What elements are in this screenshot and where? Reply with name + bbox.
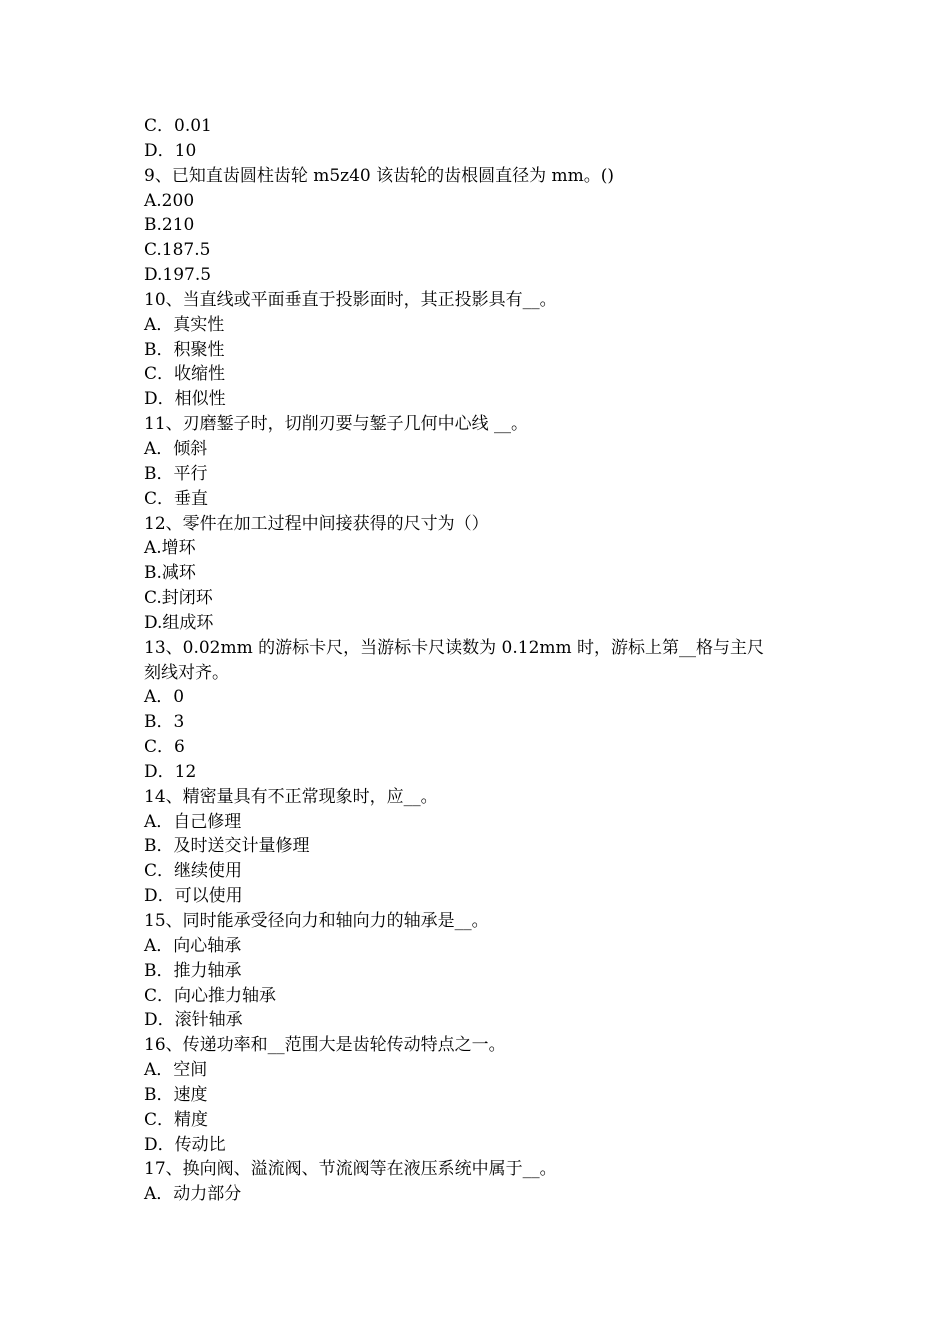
text-line: D．10 bbox=[144, 140, 197, 161]
text-line: A．空间 bbox=[144, 1060, 208, 1081]
text-line: C．6 bbox=[144, 737, 185, 758]
text-line: 13、0.02mm 的游标卡尺，当游标卡尺读数为 0.12mm 时，游标上第__格与主尺 bbox=[144, 637, 765, 658]
text-line: D．可以使用 bbox=[144, 886, 243, 907]
text-line: 17、换向阀、溢流阀、节流阀等在液压系统中属于__。 bbox=[144, 1159, 557, 1180]
text-line: B．3 bbox=[144, 712, 185, 733]
text-line: B．推力轴承 bbox=[144, 960, 242, 981]
text-line: B．积聚性 bbox=[144, 339, 225, 360]
text-line: B.减环 bbox=[144, 563, 196, 584]
text-line: D．滚针轴承 bbox=[144, 1010, 243, 1031]
text-line: C．精度 bbox=[144, 1109, 209, 1130]
text-line: C.封闭环 bbox=[144, 588, 213, 609]
text-line: 15、同时能承受径向力和轴向力的轴承是__。 bbox=[144, 911, 489, 931]
text-line: A.200 bbox=[144, 190, 195, 211]
text-line: C．继续使用 bbox=[144, 861, 243, 882]
text-line: D.197.5 bbox=[144, 265, 212, 286]
text-line: A．0 bbox=[144, 687, 185, 708]
text-line: A．自己修理 bbox=[144, 811, 242, 832]
text-line: D．传动比 bbox=[144, 1134, 226, 1155]
text-line: C.187.5 bbox=[144, 240, 211, 261]
text-line: A．倾斜 bbox=[144, 438, 208, 459]
text-line: B．速度 bbox=[144, 1084, 208, 1105]
text-line: A．真实性 bbox=[144, 314, 225, 335]
text-line: D．相似性 bbox=[144, 389, 226, 410]
text-line: 11、刃磨錾子时，切削刃要与錾子几何中心线 __。 bbox=[144, 414, 529, 435]
text-line: 12、零件在加工过程中间接获得的尺寸为（） bbox=[144, 513, 489, 534]
text-line: C．收缩性 bbox=[144, 364, 226, 385]
text-line: B．及时送交计量修理 bbox=[144, 836, 310, 857]
text-line: 刻线对齐。 bbox=[144, 662, 229, 683]
text-line: D.组成环 bbox=[144, 612, 214, 633]
text-line: C．垂直 bbox=[144, 488, 209, 509]
text-line: 9、已知直齿圆柱齿轮 m5z40 该齿轮的齿根圆直径为 mm。() bbox=[144, 165, 615, 186]
text-line: C．0.01 bbox=[144, 116, 212, 136]
text-line: 14、精密量具有不正常现象时，应__。 bbox=[144, 786, 438, 807]
text-line: B．平行 bbox=[144, 463, 208, 484]
text-line: C．向心推力轴承 bbox=[144, 985, 277, 1006]
text-line: 16、传递功率和__范围大是齿轮传动特点之一。 bbox=[144, 1035, 506, 1056]
text-line: A.增环 bbox=[144, 538, 196, 559]
text-line: B.210 bbox=[144, 215, 195, 236]
text-line: 10、当直线或平面垂直于投影面时，其正投影具有__。 bbox=[144, 289, 557, 310]
document-text bbox=[144, 114, 824, 1207]
text-line: A．动力部分 bbox=[144, 1184, 242, 1205]
text-line: D．12 bbox=[144, 761, 197, 782]
text-line: A．向心轴承 bbox=[144, 935, 242, 956]
